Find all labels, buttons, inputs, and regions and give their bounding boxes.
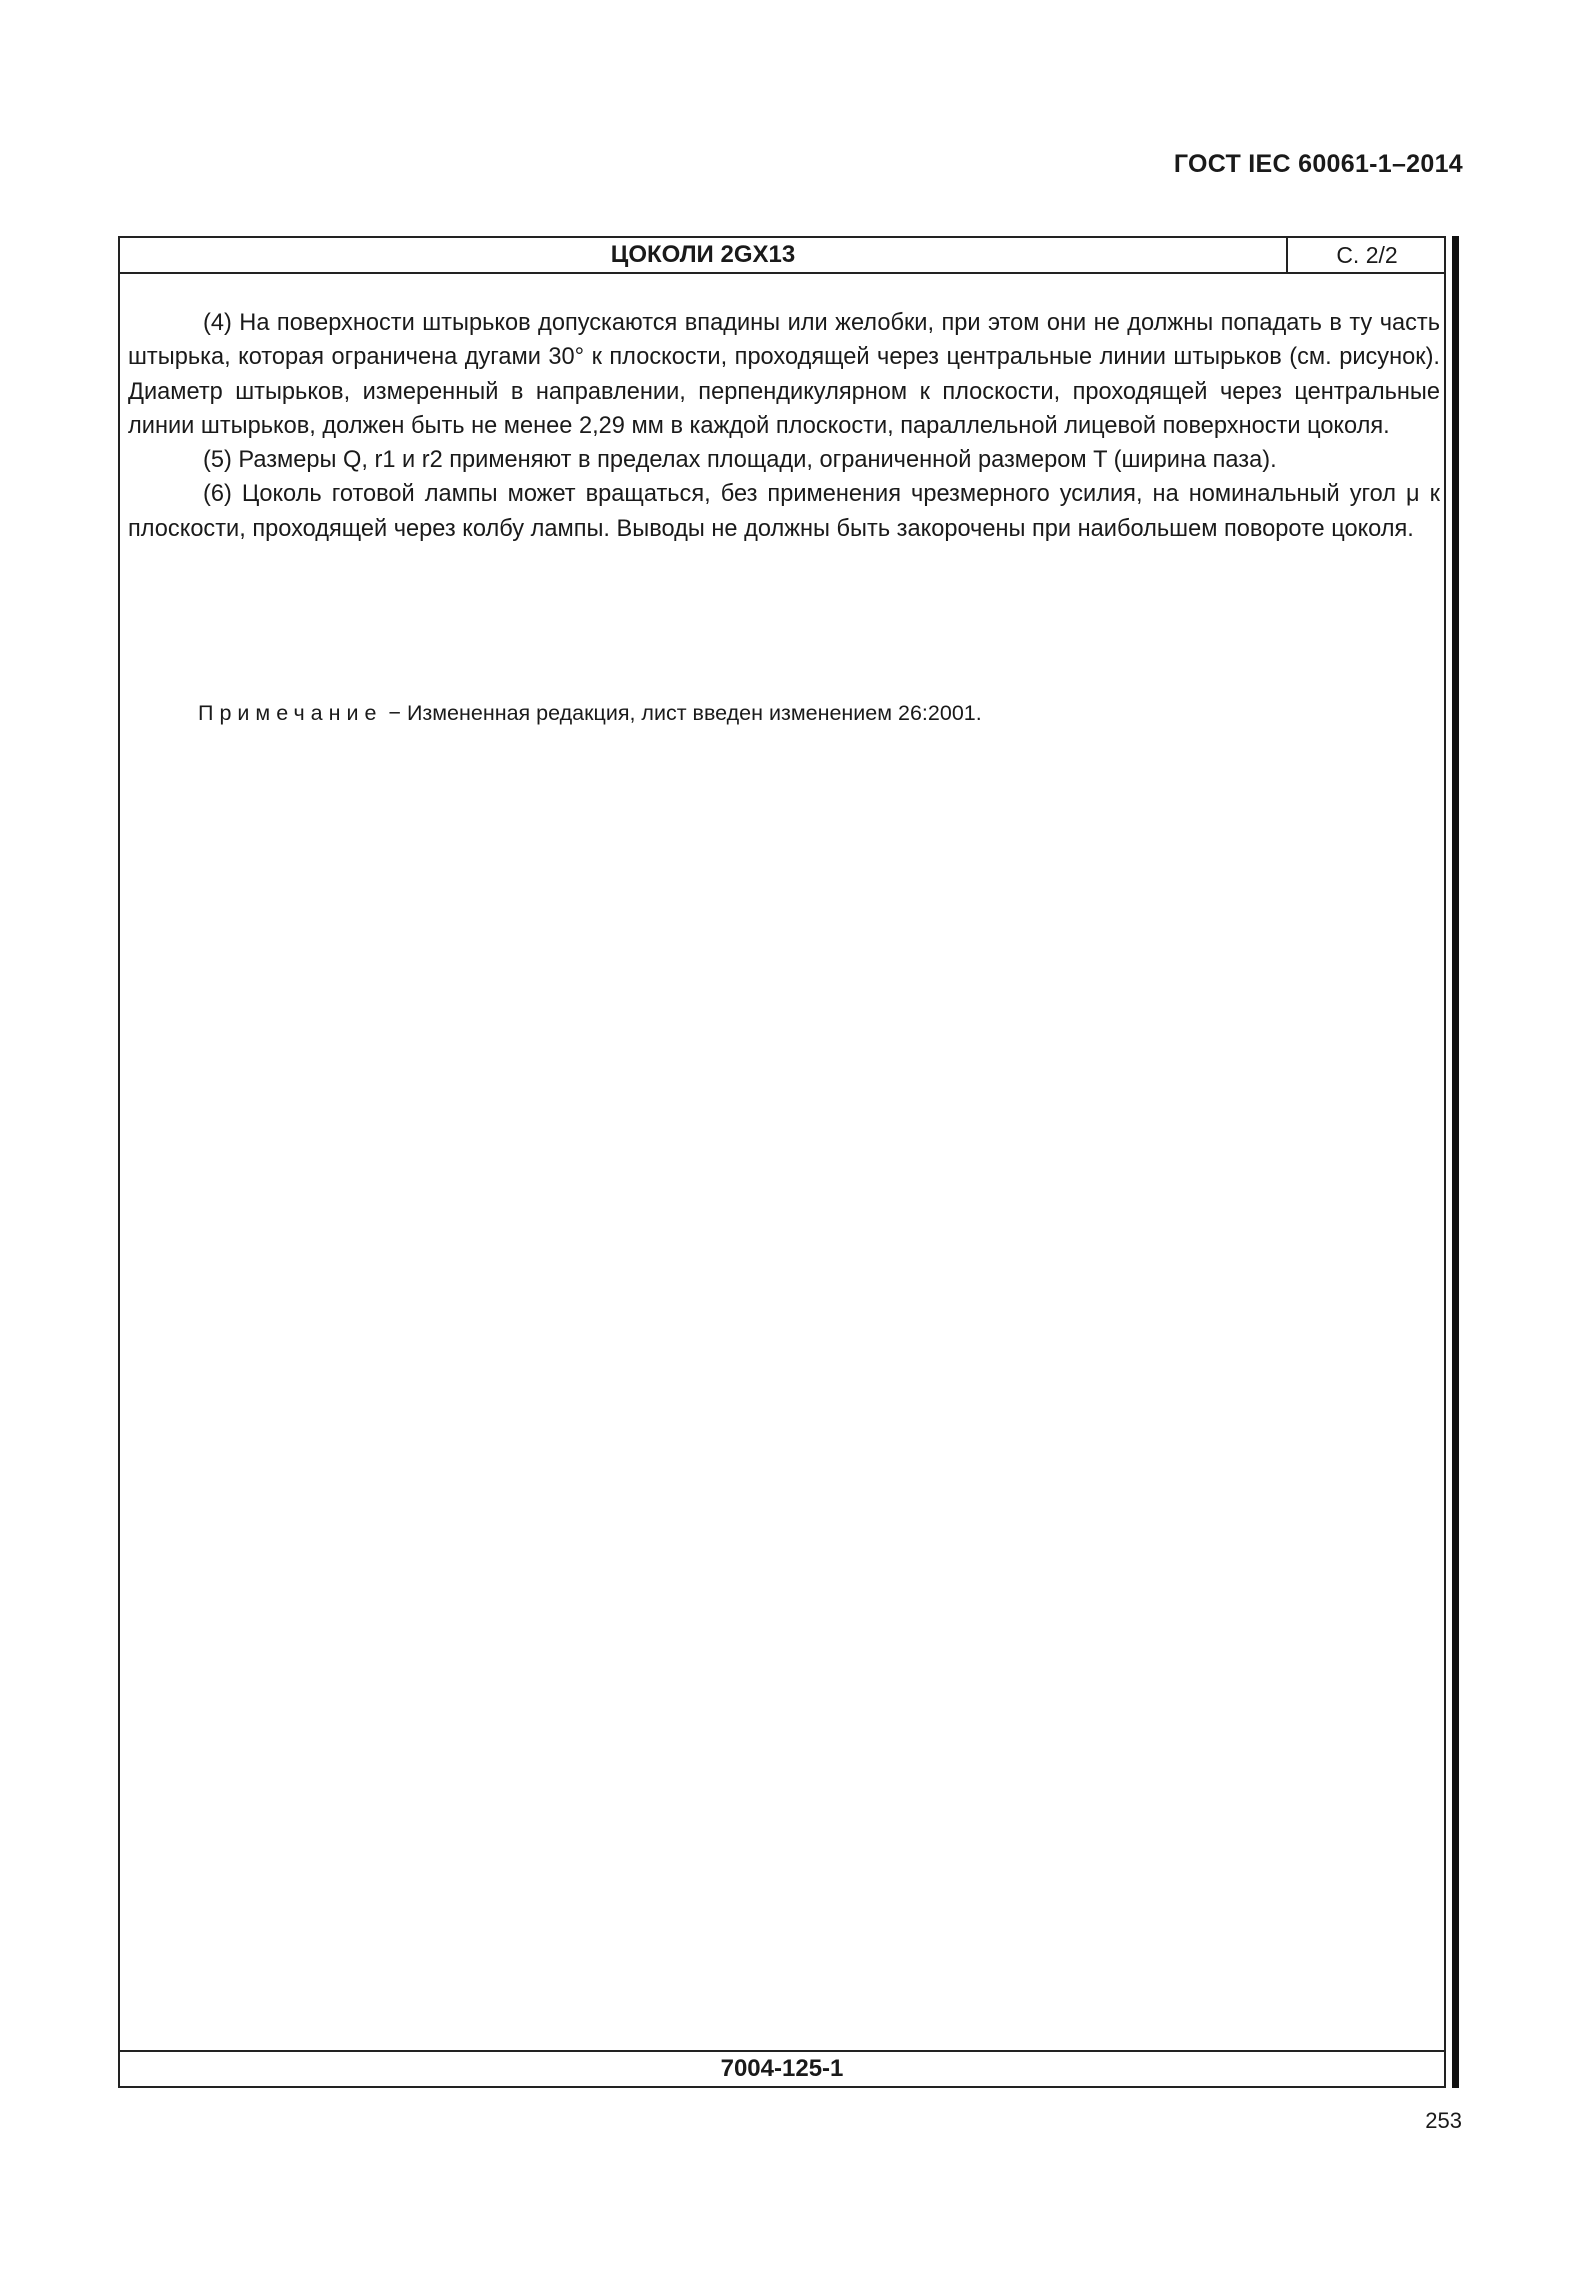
sheet-title: ЦОКОЛИ 2GX13 (610, 241, 796, 268)
standard-sheet (118, 236, 1446, 2088)
sheet-edge-rule (1452, 236, 1459, 2088)
note-label: Примечание (198, 701, 383, 725)
sheet-page-ref: С. 2/2 (1286, 238, 1446, 272)
paragraph-6: (6) Цоколь готовой лампы может вращаться, без применения чрезмерного усилия, на номинальный угол μ к плоскости, проходящей через колбу лампы. Выводы не должны быть закорочены при наибольшем повороте цоколя. (128, 481, 1440, 542)
note-text: − Измененная редакция, лист введен изменением 26:2001. (382, 701, 982, 725)
note (198, 698, 1398, 728)
paragraph-4: (4) На поверхности штырьков допускаются впадины или желобки, при этом они не должны попадать в ту часть штырька, которая ограничена дугами 30° к плоскости, проходящей через центральные линии штырьков (см. рисунок). Диаметр штырьков, измеренный в направлении, перпендикулярном к плоскости, проходящей через центральные линии штырьков, должен быть не менее 2,29 мм в каждой плоскости, параллельной лицевой поверхности цоколя. (128, 310, 1440, 439)
standard-code: ГОСТ IEC 60061-1–2014 (1173, 150, 1463, 178)
sheet-body (128, 306, 1440, 546)
sheet-header (120, 238, 1444, 274)
paragraph-5: (5) Размеры Q, r1 и r2 применяют в пределах площади, ограниченной размером T (ширина паза). (203, 447, 1277, 474)
page-number: 253 (1425, 2108, 1462, 2133)
sheet-number: 7004-125-1 (120, 2050, 1444, 2086)
